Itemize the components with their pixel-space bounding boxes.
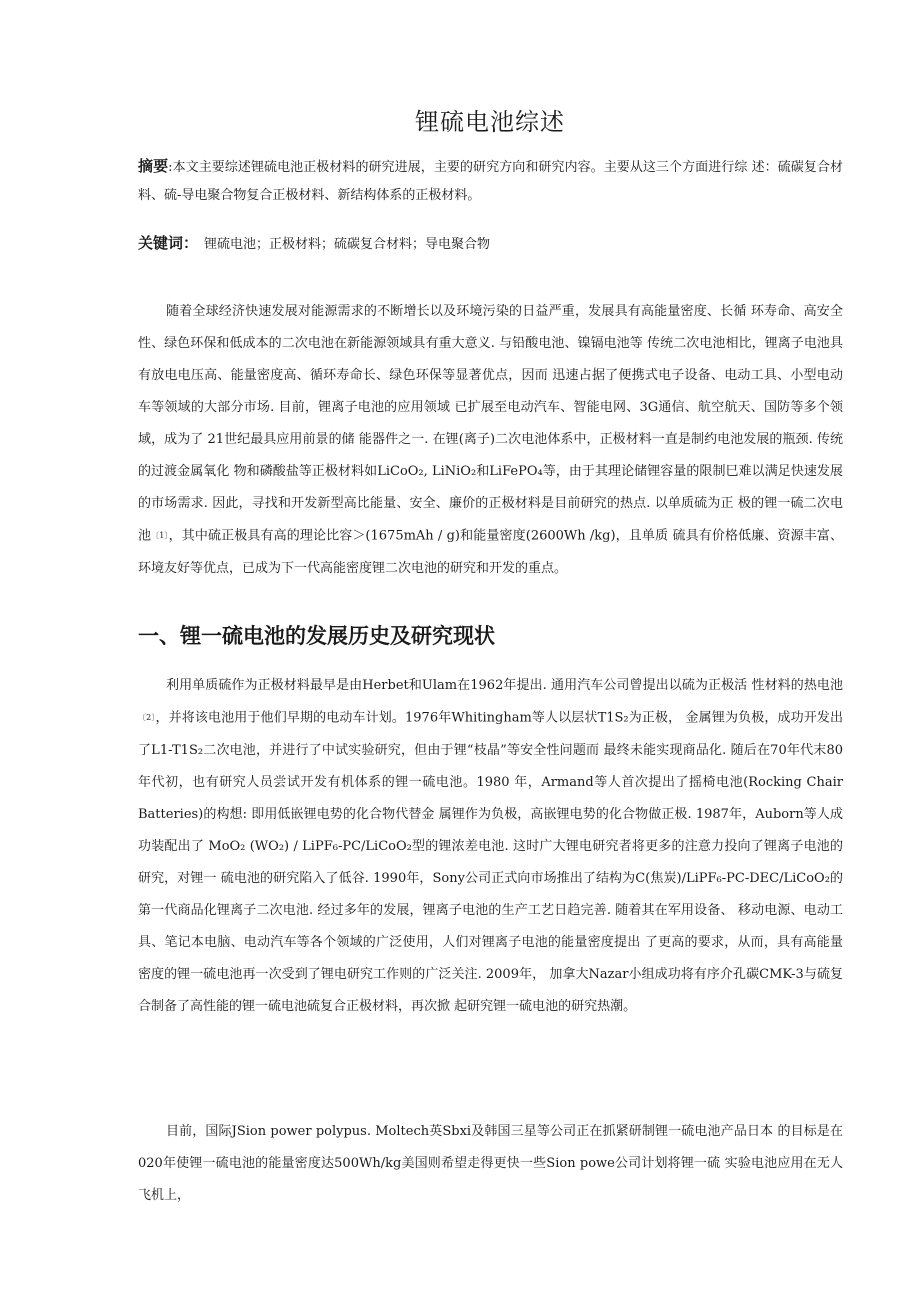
- paragraph-intro: [138, 296, 843, 585]
- citation-2: 〔2〕: [138, 713, 156, 722]
- keywords: [138, 230, 843, 258]
- paragraph-current: [138, 1116, 843, 1212]
- paragraph-intro-text: 随着全球经济快速发展对能源需求的不断增长以及环境污染的日益严重，发展具有高能量密度、长循 环寿命、高安全性、绿色环保和低成本的二次电池在新能源领域具有重大意义. 与铅酸电池、镍镉电池等 传统二次电池相比，锂离子电池具有放电电压高、能量密度高、循环寿命长、绿色环保等显著优点，因而 迅速占据了便携式电子设备、电动工具、小型电动车等领域的大部分市场. 目前，锂离子电池的应用领域 已扩展至电动汽车、智能电网、3G通信、航空航天、国防等多个领域，成为了 21世纪最具应用前景的储 能器件之一. 在锂(离子)二次电池体系中，正极材料一直是制约电池发展的瓶颈. 传统的过渡金属氧化 物和磷酸盐等正极材料如LiCoO₂, LiNiO₂和LiFePO₄等，由于其理论储锂容量的限制巳难以满足快速发展 的市场需求. 因此，寻找和开发新型高比能量、安全、廉价的正极材料是目前研究的热点. 以单质硫为正 极的锂一硫二次电池: [138, 304, 843, 544]
- abstract: [138, 152, 843, 210]
- abstract-label: 摘要: [138, 157, 169, 175]
- section-heading-1: 一、锂一硫电池的发展历史及研究现状: [138, 624, 495, 648]
- paragraph-current-text: 目前，国际JSion power polypus. Moltech英Sbxi及韩国三星等公司正在抓紧研制锂一硫电池产品日本 的目标是在020年使锂一硫电池的能量密度达500Wh/kg美国则希望走得更快一些Sion powe公司计划将锂一硫 实验电池应用在无人飞机上，: [138, 1124, 843, 1203]
- page-title: 锂硫电池综述: [415, 108, 565, 136]
- paragraph-history-text: 利用单质硫作为正极材料最早是由Herbet和Ulam在1962年提出. 通用汽车公司曾提出以硫为正极活 性材料的热电池: [166, 678, 843, 693]
- keywords-text: 锂硫电池；正极材料；硫碳复合材料；导电聚合物: [204, 237, 491, 252]
- paragraph-history: [138, 670, 843, 1023]
- citation-1: 〔1〕: [151, 531, 169, 540]
- paragraph-intro-end: ，其中硫正极具有高的理论比容＞(1675mAh / g)和能量密度(2600Wh /kg)，且单质 硫具有价格低廉、资源丰富、环境友好等优点，已成为下一代高能密度锂二次电池的研究和开发的重点。: [138, 528, 843, 576]
- keywords-label: 关键词：: [138, 234, 199, 252]
- paragraph-history-end: ，并将该电池用于他们早期的电动车计划。1976年Whitingham等人以层状T1S₂为正极， 金属锂为负极，成功开发出了L1-T1S₂二次电池，并进行了中试实验研究，但由于锂“枝晶”等安全性问题而 最终未能实现商品化. 随后在70年代末80年代初，也有研究人员尝试开发有机体系的锂一硫电池。1980 年，Armand等人首次提出了摇椅电池(Rocking Chair Batteries)的构想: 即用低嵌锂电势的化合物代替金 属锂作为负极，高嵌锂电势的化合物做正极. 1987年，Auborn等人成功装配出了 MoO₂ (WO₂) / LiPF₆-PC/LiCoO₂型的锂浓差电池. 这时广大锂电研究者将更多的注意力投向了锂离子电池的研究，对锂一 硫电池的研究陷入了低谷. 1990年，Sony公司正式向市场推出了结构为C(焦炭)/LiPF₆-PC-DEC/LiCoO₂的第一代商品化锂离子二次电池. 经过多年的发展，锂离子电池的生产工艺日趋完善. 随着其在军用设备、 移动电源、电动工具、笔记本电脑、电动汽车等各个领域的广泛使用，人们对锂离子电池的能量密度提出 了更高的要求，从而，具有高能量密度的锂一硫电池再一次受到了锂电研究工作则的广泛关注. 2009年， 加拿大Nazar小组成功将有序介孔碳CMK-3与硫复合制备了高性能的锂一硫电池硫复合正极材料，再次掀 起研究锂一硫电池的研究热潮。: [138, 710, 844, 1014]
- abstract-text: :本文主要综述锂硫电池正极材料的研究进展，主要的研究方向和研究内容。主要从这三个方面进行综 述：硫碳复合材料、硫-导电聚合物复合正极材料、新结构体系的正极材料。: [138, 160, 843, 203]
